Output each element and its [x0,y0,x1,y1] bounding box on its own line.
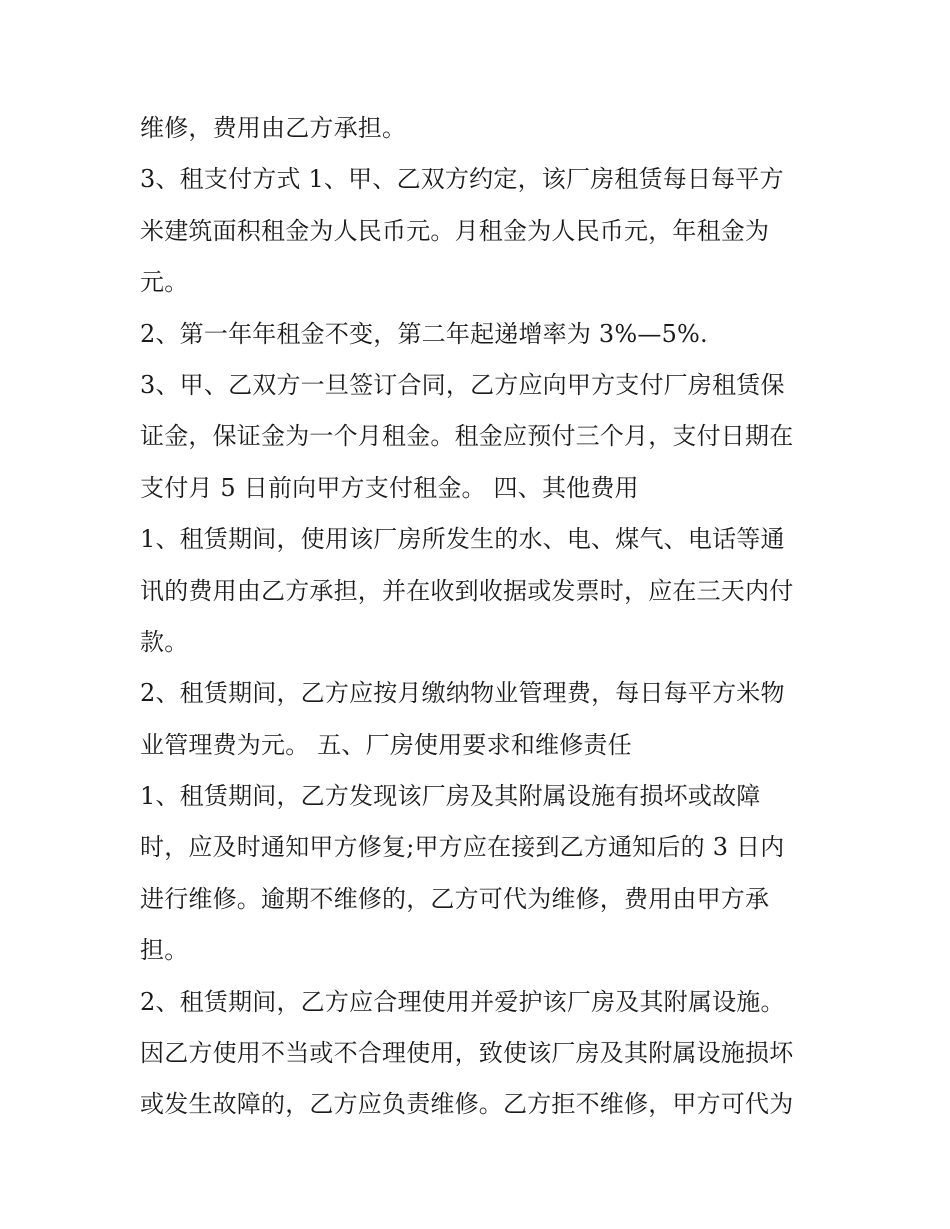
text-line: 时，应及时通知甲方修复;甲方应在接到乙方通知后的 3 日内 [140,833,785,862]
text-line: 担。 [140,936,189,965]
text-line: 进行维修。逾期不维修的，乙方可代为维修，费用由甲方承 [140,884,770,913]
document-body [140,103,830,1131]
text-line: 1、租赁期间，乙方发现该厂房及其附属设施有损坏或故障 [140,782,761,811]
text-line: 或发生故障的，乙方应负责维修。乙方拒不维修，甲方可代为 [140,1090,794,1119]
text-line: 证金，保证金为一个月租金。租金应预付三个月，支付日期在 [140,422,794,451]
text-line: 3、租支付方式 1、甲、乙双方约定，该厂房租赁每日每平方 [140,165,784,194]
text-line: 2、租赁期间，乙方应合理使用并爱护该厂房及其附属设施。 [140,987,785,1016]
text-line: 3、甲、乙双方一旦签订合同，乙方应向甲方支付厂房租赁保 [140,370,785,399]
text-line: 因乙方使用不当或不合理使用，致使该厂房及其附属设施损坏 [140,1039,794,1068]
text-line: 2、第一年年租金不变，第二年起递增率为 3%—5%. [140,319,708,348]
text-line: 元。 [140,268,189,297]
text-line: 讯的费用由乙方承担，并在收到收据或发票时，应在三天内付 [140,576,794,605]
text-line: 米建筑面积租金为人民币元。月租金为人民币元，年租金为 [140,216,770,245]
text-line: 款。 [140,627,189,656]
text-line: 支付月 5 日前向甲方支付租金。 四、其他费用 [140,473,639,502]
text-line: 业管理费为元。 五、厂房使用要求和维修责任 [140,730,632,759]
text-line: 维修，费用由乙方承担。 [140,114,407,142]
text-line: 2、租赁期间，乙方应按月缴纳物业管理费，每日每平方米物 [140,679,785,708]
text-line: 1、租赁期间，使用该厂房所发生的水、电、煤气、电话等通 [140,525,785,554]
